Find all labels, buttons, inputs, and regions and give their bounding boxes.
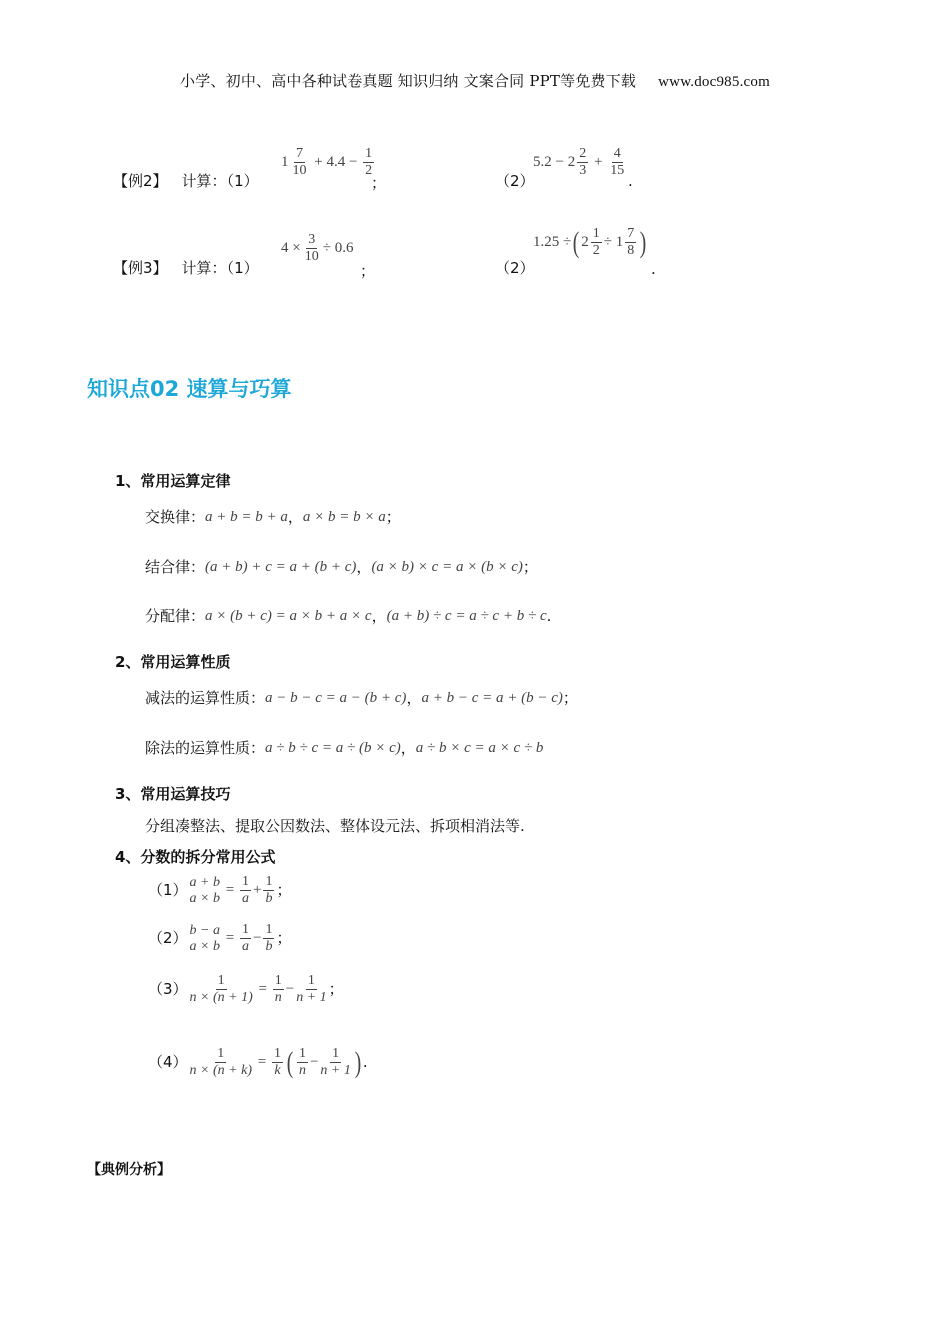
example3-semi: ；	[360, 262, 376, 280]
header-text: 小学、初中、高中各种试卷真题 知识归纳 文案合同 PPT等免费下载	[180, 72, 637, 90]
subtraction-property: 减法的运算性质：a − b − c = a − (b + c)，a + b − c = a + (b − c)；	[145, 689, 578, 707]
example2-period: .	[628, 172, 633, 190]
example2-expr1: 1 $\frac{7}{10}$ + 4.4 − $\frac{1}{2}$	[281, 146, 373, 179]
example3-expr1: 4 × $\frac{3}{10}$ ÷ 0.6	[281, 232, 354, 265]
s3-heading: 3、常用运算技巧	[115, 785, 231, 803]
example2-p2: （2）	[495, 172, 535, 190]
example3-label: 【例3】 计算：（1）	[113, 259, 259, 277]
section-title: 知识点02 速算与巧算	[87, 377, 292, 401]
formula-4: （4） $\frac{1}{n \times (n + k)}$ = $\frac{1}{k}$ ( $\frac{1}{n}$ − $\frac{1}{n + 1}$ ) .	[148, 1045, 368, 1079]
s1-heading: 1、常用运算定律	[115, 472, 231, 490]
commutative-law: 交换律：a + b = b + a，a × b = b × a；	[145, 508, 401, 526]
example3-period: .	[651, 260, 656, 278]
s3-text: 分组凑整法、提取公因数法、整体设元法、拆项相消法等.	[145, 817, 525, 835]
division-property: 除法的运算性质：a ÷ b ÷ c = a ÷ (b × c)，a ÷ b × c = a × c ÷ b	[145, 739, 544, 757]
s2-heading: 2、常用运算性质	[115, 653, 231, 671]
formula-3: （3） $\frac{1}{n \times (n + 1)}$ = $\frac{1}{n}$ − $\frac{1}{n + 1}$ ；	[148, 973, 344, 1006]
formula-2: （2） b − a a × b = $\frac{1}{a}$ − $\frac{1}{b}$ ；	[148, 922, 292, 955]
header-site-link[interactable]: www.doc985.com	[658, 74, 770, 90]
s4-heading: 4、分数的拆分常用公式	[115, 848, 276, 866]
associative-law: 结合律：(a + b) + c = a + (b + c)，(a × b) × c = a × (b × c)；	[145, 558, 538, 576]
example2-expr2: 5.2 − 2 $\frac{2}{3}$ + $\frac{4}{15}$	[533, 146, 625, 179]
example2-label: 【例2】 计算：（1）	[113, 172, 259, 190]
example3-expr2: 1.25 ÷( 2 $\frac{1}{2}$ ÷ 1 $\frac{7}{8}$ )	[533, 225, 647, 259]
example2-semi: ；	[371, 174, 387, 192]
example3-p2: （2）	[495, 259, 535, 277]
formula-1: （1） a + b a × b = $\frac{1}{a}$ + $\frac{1}{b}$ ；	[148, 874, 292, 907]
distributive-law: 分配律：a × (b + c) = a × b + a × c，(a + b) ÷ c = a ÷ c + b ÷ c.	[145, 607, 552, 625]
typical-examples-label: 【典例分析】	[87, 1162, 171, 1178]
page-header	[0, 70, 950, 91]
